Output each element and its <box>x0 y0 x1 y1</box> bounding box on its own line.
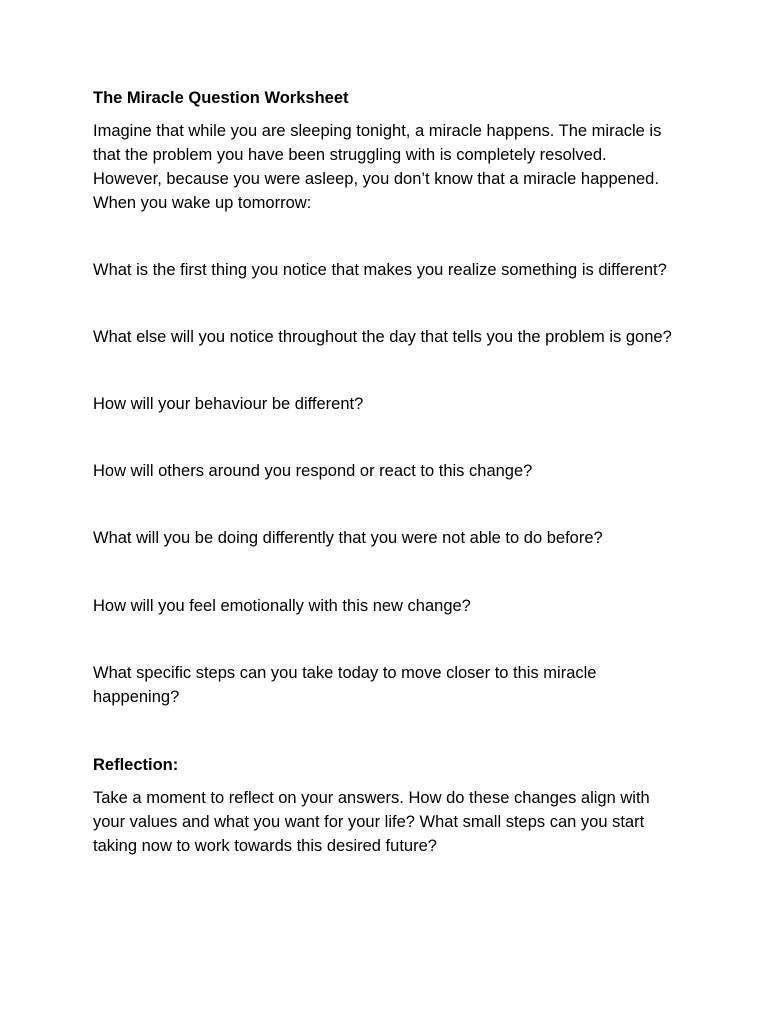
worksheet-title: The Miracle Question Worksheet <box>93 89 349 107</box>
reflection-heading: Reflection: <box>93 756 179 774</box>
intro-paragraph: Imagine that while you are sleeping tonight, a miracle happens. The miracle is that the problem you have been struggling with is completely resolved. However, because you were asleep, you don’t know that a miracle happened. When you wake up tomorrow: <box>93 122 662 212</box>
reflection-paragraph: Take a moment to reflect on your answers. How do these changes align with your values and what you want for your life? What small steps can you start taking now to work towards this desired future? <box>93 789 650 855</box>
question-4: How will others around you respond or react to this change? <box>93 462 533 480</box>
question-5: What will you be doing differently that you were not able to do before? <box>93 529 603 547</box>
question-7: What specific steps can you take today to move closer to this miracle happening? <box>93 664 597 706</box>
question-6: How will you feel emotionally with this new change? <box>93 597 471 615</box>
question-3: How will your behaviour be different? <box>93 395 364 413</box>
question-1: What is the first thing you notice that makes you realize something is different? <box>93 261 667 279</box>
question-2: What else will you notice throughout the day that tells you the problem is gone? <box>93 328 672 346</box>
document-body <box>93 86 678 858</box>
